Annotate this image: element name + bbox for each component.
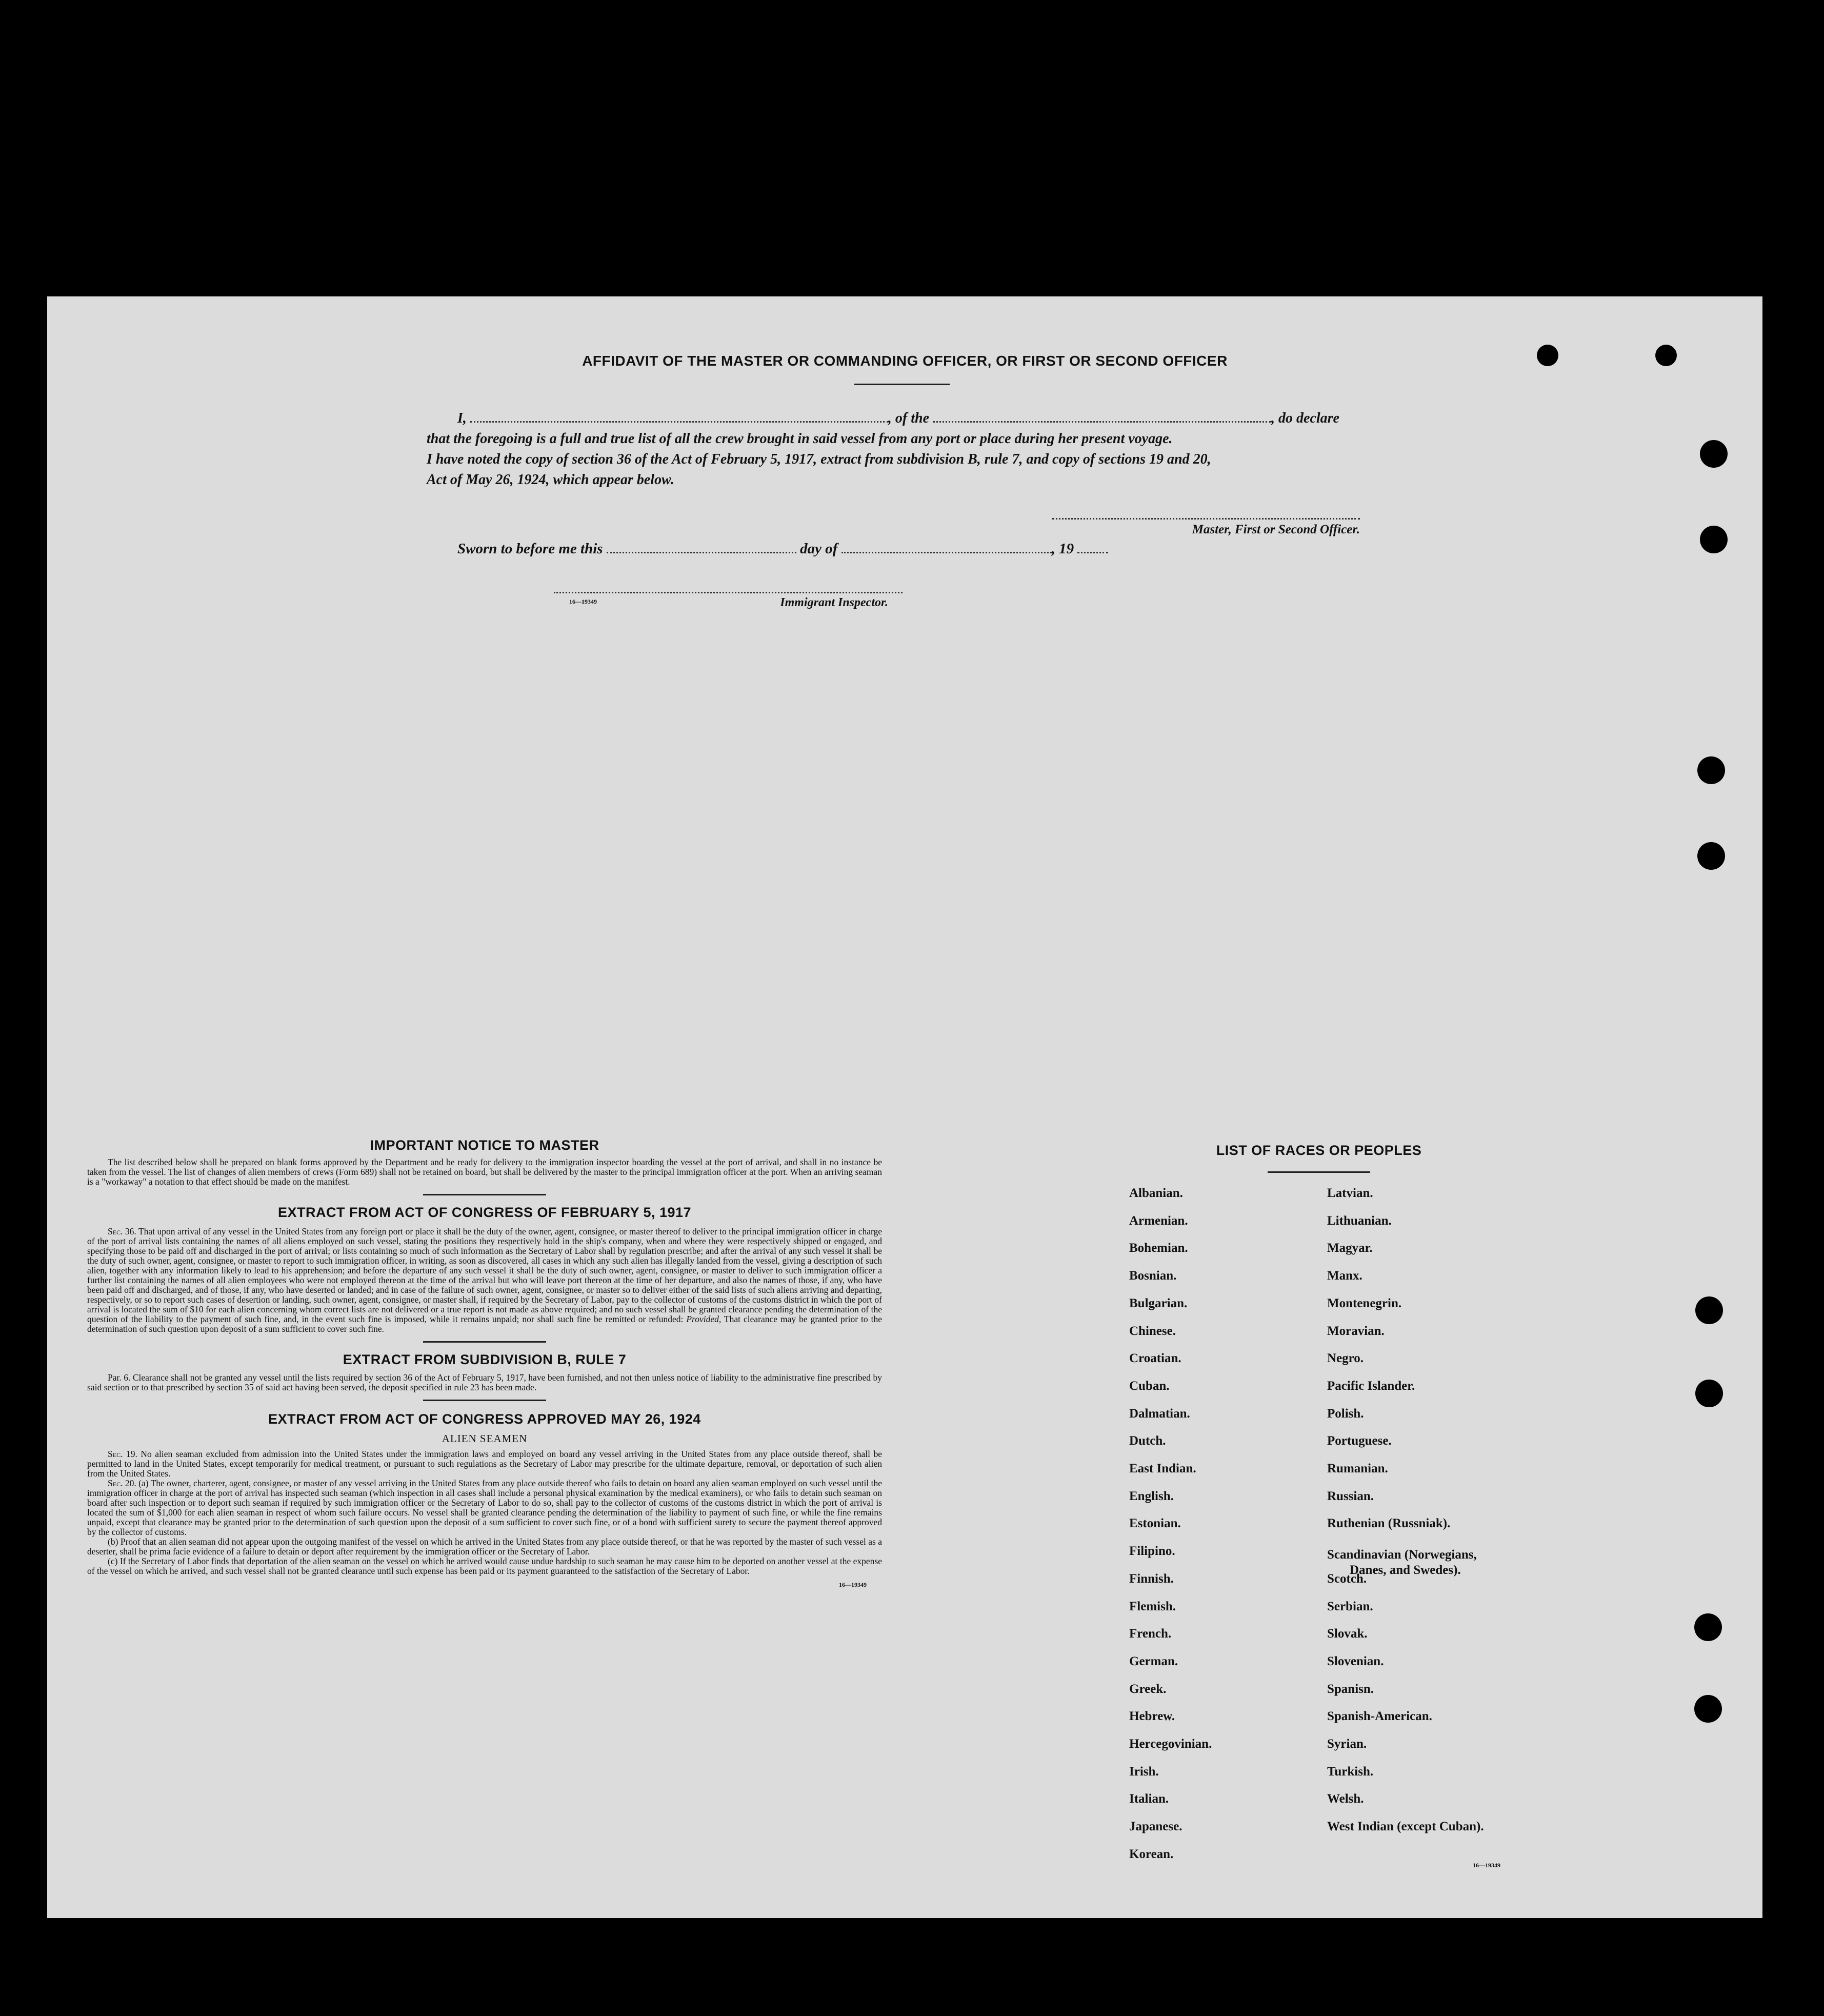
affidavit-line-3: I have noted the copy of section 36 of the Act of February 5, 1917, extract from subdivision B, rule 7, and copy of sections 19 and 20, [427, 451, 1211, 467]
race-item: Armenian. [1129, 1213, 1188, 1228]
race-item: Korean. [1129, 1847, 1174, 1861]
race-item: German. [1129, 1654, 1178, 1668]
affidavit-line-4: Act of May 26, 1924, which appear below. [427, 472, 674, 488]
vessel-blank[interactable] [933, 421, 1271, 423]
master-signature-block [1047, 518, 1360, 537]
race-item: Turkish. [1327, 1764, 1374, 1779]
race-item: East Indian. [1129, 1462, 1196, 1475]
race-item: Japanese. [1129, 1820, 1182, 1834]
race-item: Irish. [1129, 1764, 1159, 1779]
affidavit-title: AFFIDAVIT OF THE MASTER OR COMMANDING OFFICER, OR FIRST OR SECOND OFFICER [582, 353, 1228, 369]
sec20a-text: Sec. 20. (a) The owner, charterer, agent, consignee, or master of any vessel arriving in the United States from any place outside thereof who fails to detain on board any alien seaman employed on such vessel until the immigration officer in charge at the port of arrival has inspected such seaman (which inspection in all cases shall include a personal physical examination by the medical examiners), or who fails to detain such seaman on board after such inspection or to deport such seaman if required by such immigration officer or the Secretary of Labor to do so, shall pay to the collector of customs of the customs district in which the port of arrival is located the sum of $1,000 for each alien seaman in respect of whom such failure occurs. No vessel shall be granted clearance pending the determination of the liability to payment of such fine, or while the fine remains unpaid, except that clearance may be granted prior to the determination of such question upon the deposit of a sum sufficient to cover such fine, or of a bond with sufficient surety to secure the payment thereof approved by the collector of customs. [87, 1478, 882, 1537]
race-item: Serbian. [1327, 1599, 1373, 1613]
race-item: Bulgarian. [1129, 1296, 1188, 1310]
race-item: Greek. [1129, 1682, 1167, 1696]
punch-hole [1697, 842, 1725, 870]
race-item-continuation: Danes, and Swedes). [1350, 1563, 1461, 1578]
race-item: Hercegovinian. [1129, 1737, 1212, 1751]
race-item: Syrian. [1327, 1737, 1367, 1751]
master-signature-label: Master, First or Second Officer. [1192, 523, 1360, 536]
race-item: Scotch. [1327, 1571, 1367, 1586]
punch-hole [1700, 440, 1728, 468]
race-item: Magyar. [1327, 1241, 1373, 1255]
race-item: Negro. [1327, 1351, 1364, 1366]
inspector-signature-blank[interactable] [554, 592, 903, 593]
sec19-text: Sec. 19. No alien seaman excluded from admission into the United States under the immigration laws and employed on board any vessel arriving in the United States from any place outside thereof, shall be permitted to land in the United States, except temporarily for medical treatment, or pursuant to such regulations as the Secretary of Labor may prescribe for the ultimate departure, removal, or deportation of such alien from the United States. [87, 1449, 883, 1479]
title-divider [854, 384, 950, 385]
race-item: Croatian. [1129, 1351, 1181, 1366]
affidavit-body [427, 408, 1432, 490]
divider [423, 1341, 546, 1343]
race-item: Dutch. [1129, 1434, 1166, 1448]
form-code: 16—19349 [1473, 1861, 1500, 1869]
race-item: Hebrew. [1129, 1709, 1175, 1724]
race-item: Moravian. [1327, 1324, 1385, 1338]
race-item: Latvian. [1327, 1186, 1373, 1200]
punch-hole [1695, 1380, 1723, 1407]
race-item: West Indian (except Cuban). [1327, 1820, 1484, 1834]
punch-hole [1695, 1296, 1723, 1324]
race-item: Italian. [1129, 1792, 1169, 1806]
sworn-month-blank[interactable] [841, 552, 1052, 553]
punch-hole [1694, 1695, 1722, 1723]
notices-column [87, 1137, 882, 1589]
race-item: Spanish-American. [1327, 1709, 1432, 1724]
punch-hole [1697, 756, 1725, 784]
rule7-title: EXTRACT FROM SUBDIVISION B, RULE 7 [343, 1352, 627, 1367]
race-item: Polish. [1327, 1406, 1364, 1421]
sec20b-text: (b) Proof that an alien seaman did not appear upon the outgoing manifest of the vessel on which he arrived in the United States from any place outside thereof, or that he was reported by the master of such vessel as a deserter, shall be prima facie evidence of a failure to detain or deport after requirement by the immigration officer or the Secretary of Labor. [87, 1536, 882, 1556]
race-item: Bosnian. [1129, 1269, 1177, 1283]
race-item: Spanisn. [1327, 1682, 1374, 1696]
race-item: Slovenian. [1327, 1654, 1384, 1668]
inspector-signature-block [554, 592, 903, 609]
punch-hole [1700, 526, 1728, 553]
race-item: Filipino. [1129, 1544, 1175, 1559]
sworn-day-blank[interactable] [607, 552, 796, 553]
race-item: Welsh. [1327, 1792, 1364, 1806]
master-signature-blank[interactable] [1052, 518, 1360, 520]
race-item: Manx. [1327, 1269, 1362, 1283]
race-item: Chinese. [1129, 1324, 1176, 1338]
race-item: Albanian. [1129, 1186, 1183, 1200]
race-item: Flemish. [1129, 1599, 1176, 1613]
race-item: Portuguese. [1327, 1434, 1392, 1448]
affidavit-line-2: that the foregoing is a full and true list of all the crew brought in said vessel from any port or place during her present voyage. [427, 431, 1173, 447]
sworn-line: Sworn to before me this day of , 19 [457, 541, 1108, 557]
race-item: English. [1129, 1489, 1174, 1503]
race-item: Pacific Islander. [1327, 1379, 1415, 1393]
inspector-signature-label: Immigrant Inspector. [780, 596, 888, 609]
notice-text: The list described below shall be prepared on blank forms approved by the Department and be ready for delivery to the immigration inspector boarding the vessel at the port of arrival, and shall in no instance be taken from the vessel. The list of changes of alien members of crews (Form 689) shall not be retained on board, but shall be delivered by the master to the principal immigration officer at the port. When an arriving seaman is a "workaway" a notation to that effect should be made on the manifest. [87, 1157, 882, 1187]
race-item: French. [1129, 1627, 1172, 1641]
race-item: Ruthenian (Russniak). [1327, 1516, 1451, 1531]
affidavit-line-1: I, , of the , do declare [457, 410, 1339, 426]
extract-1924-subtitle: ALIEN SEAMEN [442, 1432, 528, 1445]
divider [423, 1400, 546, 1401]
race-item: Finnish. [1129, 1571, 1174, 1586]
form-code: 16—19349 [569, 598, 597, 605]
race-item: Rumanian. [1327, 1462, 1388, 1475]
notice-title: IMPORTANT NOTICE TO MASTER [370, 1137, 599, 1153]
race-item: Cuban. [1129, 1379, 1170, 1393]
extract-1917-title: EXTRACT FROM ACT OF CONGRESS OF FEBRUARY 5, 1917 [277, 1205, 692, 1220]
race-item: Montenegrin. [1327, 1296, 1402, 1310]
race-item: Russian. [1327, 1489, 1374, 1503]
race-item: Lithuanian. [1327, 1213, 1392, 1228]
races-divider [1268, 1171, 1370, 1173]
races-title: LIST OF RACES OR PEOPLES [1216, 1143, 1422, 1158]
race-item: Dalmatian. [1129, 1406, 1190, 1421]
race-item: Estonian. [1129, 1516, 1181, 1531]
form-code: 16—19349 [839, 1581, 867, 1588]
extract-1917-text: Sec. 36. That upon arrival of any vessel in the United States from any foreign port or place it shall be the duty of the owner, agent, consignee, or master thereof to deliver to the principal immigration officer in charge of the port of arrival lists containing the names of all aliens employed on such vessel, stating the positions they respectively hold in the ship's company, when and where they were respectively shipped or engaged, and specifying those to be paid off and discharged in the port of arrival; or lists containing so much of such information as the Secretary of Labor shall by regulation prescribe; and after the arrival of any such vessel it shall be the duty of such owner, agent, consignee, or master to report to such immigration officer, in writing, as soon as discovered, all cases in which any such alien has illegally landed from the vessel, giving a description of such alien, together with any information likely to lead to his apprehension; and before the departure of any such vessel it shall be the duty of such owner, agent, consignee, or master to deliver to such immigration officer a further list containing the names of all alien employees who were not employed thereon at the time of the arrival but who will leave port thereon at the time of her departure, and also the names of those, if any, who have been paid off and discharged, and of those, if any, who have deserted or landed; and in case of the failure of such owner, agent, consignee, or master so to deliver either of the said lists of such aliens arriving and departing, respectively, or so to report such cases of desertion or landing, such owner, agent, consignee, or master shall, if required by the Secretary of Labor, pay to the collector of customs of the customs district in which the port of arrival is located the sum of $10 for each alien concerning whom correct lists are not delivered or a true report is not made as above required; and no such vessel shall be granted clearance pending the determination of the question of the liability to the payment of such fine, and, in the event such fine is imposed, while it remains unpaid; nor shall such fine be remitted or refunded: Provided, That clearance may be granted prior to the determination of such question upon deposit of a sum sufficient to cover such fine. [87, 1226, 883, 1334]
rule7-text: Par. 6. Clearance shall not be granted any vessel until the lists required by section 36 of the Act of February 5, 1917, have been furnished, and not then unless notice of liability to the administrative fine prescribed by said section or to that prescribed by section 35 of said act having been served, the deposit specified in rule 23 has been made. [87, 1372, 882, 1392]
race-item: Slovak. [1327, 1627, 1368, 1641]
divider [423, 1194, 546, 1195]
sec20c-text: (c) If the Secretary of Labor finds that deportation of the alien seaman on the vessel on which he arrived would cause undue hardship to such seaman he may cause him to be deported on another vessel at the expense of the vessel on which he arrived, and such vessel shall not be granted clearance until such expense has been paid or its payment guaranteed to the satisfaction of the Secretary of Labor. [87, 1556, 882, 1576]
name-blank[interactable] [470, 421, 888, 423]
punch-hole [1694, 1613, 1722, 1641]
race-item: Bohemian. [1129, 1241, 1188, 1255]
document-page [47, 296, 1762, 1918]
race-item: Scandinavian (Norwegians, [1327, 1548, 1477, 1562]
extract-1924-title: EXTRACT FROM ACT OF CONGRESS APPROVED MAY 26, 1924 [268, 1411, 701, 1427]
sworn-year-blank[interactable] [1077, 552, 1108, 553]
